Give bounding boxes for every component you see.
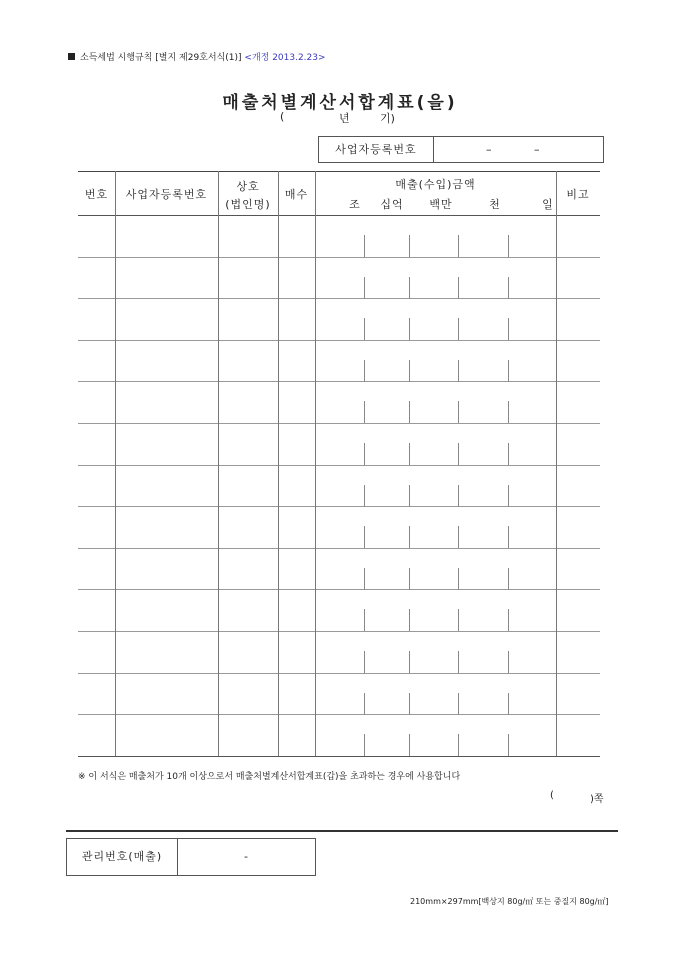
table-column-line [218,171,219,756]
section-divider [66,830,618,832]
amount-unit-divider [458,734,459,756]
amount-unit-divider [508,318,509,340]
amount-unit-divider [508,568,509,590]
square-bullet-icon [68,53,75,60]
amount-unit-divider [409,443,410,465]
amount-unit-divider [364,318,365,340]
amount-unit-divider [364,485,365,507]
amount-unit-divider [409,526,410,548]
table-row-line [78,340,600,341]
amount-unit-divider [458,651,459,673]
table-column-line [278,171,279,756]
amount-unit-divider [458,443,459,465]
amount-unit-divider [458,526,459,548]
page-open-paren: ( [550,790,554,801]
amount-unit-divider [409,693,410,715]
amount-unit-divider [364,568,365,590]
amount-unit-divider [409,485,410,507]
law-reference-text: 소득세법 시행규칙 [별지 제29호서식(1)] [80,53,242,63]
business-number-dash-1: – [486,143,492,156]
year-open-paren: ( [280,110,285,123]
amount-unit-divider [364,734,365,756]
header-company-corp: (법인명) [225,198,271,211]
amount-unit-divider [458,235,459,257]
revision-date: <개정 2013.2.23> [244,53,326,63]
table-row-line [78,714,600,715]
amount-unit-divider [508,734,509,756]
header-no: 번호 [84,188,109,201]
amount-unit-divider [458,360,459,382]
amount-unit-divider [409,235,410,257]
amount-unit-divider [508,609,509,631]
amount-unit-divider [508,443,509,465]
table-row-line [78,257,600,258]
amount-unit-divider [458,568,459,590]
amount-unit-divider [409,318,410,340]
amount-unit-divider [409,401,410,423]
table-row-line [78,298,600,299]
table-row-line [78,756,600,757]
business-number-label: 사업자등록번호 [319,137,434,162]
table-top-border [78,171,600,172]
management-number-box [66,838,316,876]
amount-unit-divider [508,235,509,257]
table-row-line [78,423,600,424]
unit-sibeok: 십억 [380,198,404,211]
amount-unit-divider [508,651,509,673]
amount-unit-divider [364,651,365,673]
table-row-line [78,673,600,674]
amount-unit-divider [364,360,365,382]
header-remarks: 비고 [566,188,590,201]
form-law-reference [68,50,326,63]
amount-unit-divider [458,485,459,507]
unit-il: 일 [542,198,554,211]
amount-unit-divider [508,360,509,382]
amount-unit-divider [508,485,509,507]
amount-unit-divider [508,693,509,715]
header-business-number: 사업자등록번호 [125,188,208,201]
table-row-line [78,381,600,382]
table-header-bottom [78,215,600,216]
table-column-line [556,171,557,756]
business-number-dash-2: – [534,143,540,156]
unit-jo: 조 [349,198,361,211]
page-suffix: )쪽 [590,794,604,805]
amount-unit-divider [364,235,365,257]
amount-unit-divider [409,568,410,590]
amount-unit-divider [508,277,509,299]
paper-size-note: 210mm×297mm[백상지 80g/㎡ 또는 중질지 80g/㎡] [410,897,609,906]
header-amount: 매출(수입)금액 [395,178,476,191]
amount-unit-divider [409,734,410,756]
amount-unit-divider [364,277,365,299]
amount-unit-divider [458,401,459,423]
table-row-line [78,506,600,507]
amount-unit-divider [508,526,509,548]
amount-unit-divider [409,651,410,673]
amount-unit-divider [364,443,365,465]
management-number-label: 관리번호(매출) [67,839,178,875]
unit-cheon: 천 [489,198,501,211]
management-number-value: - [244,850,248,863]
amount-unit-divider [409,609,410,631]
header-company-name: 상호 [236,180,260,193]
amount-unit-divider [458,609,459,631]
header-count: 매수 [284,188,309,201]
table-row-line [78,631,600,632]
table-column-line [315,171,316,756]
table-row-line [78,548,600,549]
year-label: 년 [339,112,350,125]
amount-unit-divider [458,277,459,299]
table-row-line [78,465,600,466]
amount-unit-divider [458,318,459,340]
table-row-line [78,589,600,590]
usage-note: ※ 이 서식은 매출처가 10개 이상으로서 매출처별계산서합계표(갑)을 초과하는 경우에 사용합니다 [78,772,461,782]
business-number-box [318,136,604,163]
form-title: 매출처별계산서합계표(을) [222,93,458,113]
period-label: 기) [380,112,395,125]
amount-unit-divider [409,277,410,299]
amount-unit-divider [364,526,365,548]
amount-unit-divider [409,360,410,382]
amount-unit-divider [364,401,365,423]
amount-unit-divider [364,693,365,715]
amount-unit-divider [458,693,459,715]
amount-unit-divider [364,609,365,631]
amount-unit-divider [508,401,509,423]
table-column-line [115,171,116,756]
unit-baekman: 백만 [429,198,453,211]
